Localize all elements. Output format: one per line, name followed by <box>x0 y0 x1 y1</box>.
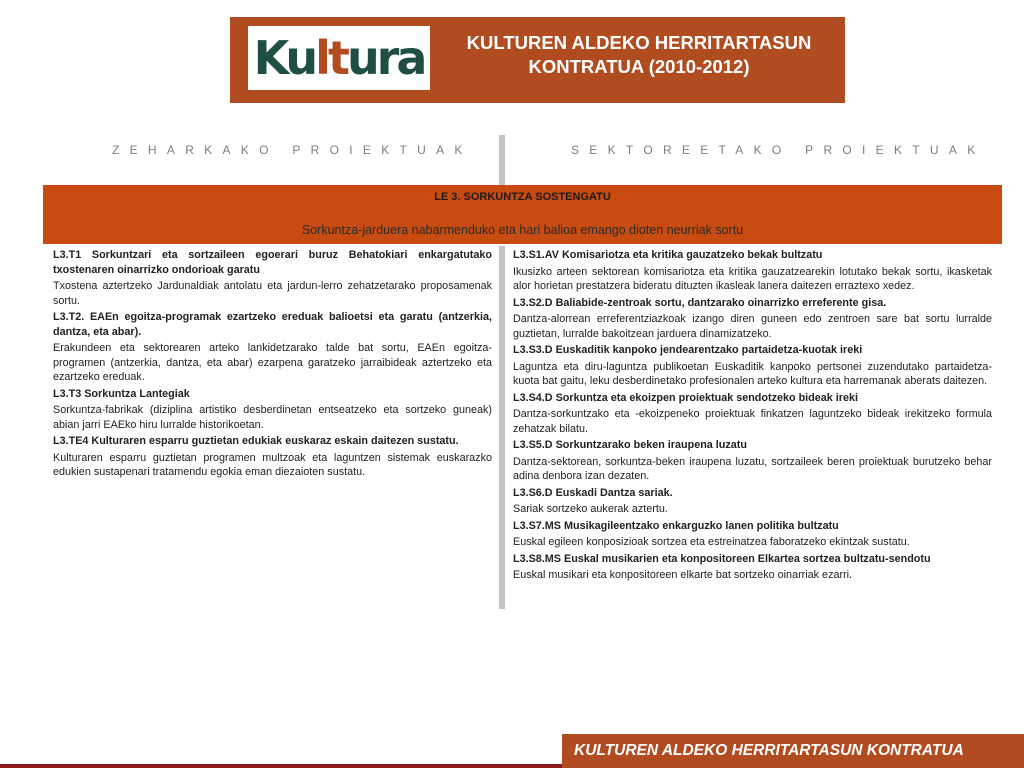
cross-projects-column <box>53 248 492 482</box>
title-line-1: KULTUREN ALDEKO HERRITARTASUN <box>466 32 812 53</box>
project-heading: L3.T1 Sorkuntzari eta sortzaileen egoerari buruz Behatokiari enkargatutako txostenaren oinarrizko ondorioak garatu <box>53 249 492 276</box>
project-heading: L3.S2.D Baliabide-zentroak sortu, dantzarako oinarrizko erreferente gisa. <box>513 296 887 309</box>
footer-banner: KULTUREN ALDEKO HERRITARTASUN KONTRATUA <box>562 734 1024 768</box>
project-description: Txostena aztertzeko Jardunaldiak antolatu eta jardun-lerro zehatzetarako proposamenak sortu. <box>53 280 492 307</box>
project-description: Dantza-alorrean erreferentziazkoak izango diren guneen edo zentroen sare bat sortu lurralde guztietan, lurralde bakoitzean jarduera dinamizatzeko. <box>513 313 992 340</box>
project-heading: L3.S3.D Euskaditik kanpoko jendearentzako partaidetza-kuotak ireki <box>513 344 863 356</box>
cross-projects-heading: ZEHARKAKO PROIEKTUAK <box>112 143 473 157</box>
project-heading: L3.T2. EAEn egoitza-programak ezartzeko ereduak balioetsi eta garatu (antzerkia, dantza, eta abar). <box>53 311 492 338</box>
header-banner <box>230 17 845 103</box>
project-description: Dantza-sorkuntzako eta -ekoizpeneko proiektuak finkatzen laguntzeko bideak irekitzeko formula zehatzak bilatu. <box>513 408 992 435</box>
column-divider <box>499 246 505 609</box>
title-line-2: KONTRATUA (2010-2012) <box>528 56 750 77</box>
project-heading: L3.S1.AV Komisariotza eta kritika gauzatzeko bekak bultzatu <box>513 249 823 261</box>
logo-wordmark: Kultura <box>253 31 425 85</box>
project-heading: L3.TE4 Kulturaren esparru guztietan edukiak euskaraz eskain daitezen sustatu. <box>53 435 459 447</box>
project-heading: L3.S5.D Sorkuntzarako beken iraupena luzatu <box>513 439 747 451</box>
project-description: Sorkuntza-fabrikak (diziplina artistiko desberdinetan entseatzeko eta sortzeko guneak) abian jarri EAEko hiru lurralde historikoetan. <box>53 404 492 431</box>
strategic-line-subtitle: Sorkuntza-jarduera nabarmenduko eta hari balioa emango dioten neurriak sortu <box>301 223 744 237</box>
project-heading: L3.S6.D Euskadi Dantza sariak. <box>513 486 673 499</box>
project-description: Sariak sortzeko aukerak aztertu. <box>513 503 668 515</box>
project-description: Euskal musikari eta konpositoreen elkarte bat sortzeko oinarriak ezarri. <box>513 569 853 581</box>
strategic-line-title: LE 3. SORKUNTZA SOSTENGATU <box>434 191 611 203</box>
project-description: Laguntza eta diru-laguntza publikoetan Euskaditik kanpoko pertsonei zuzendutako partaidetza-kuota bat gaitu, leku desberdinetako profesionalen arteko kultura eta harremanak aberats daitezen. <box>513 360 992 387</box>
project-heading: L3.T3 Sorkuntza Lantegiak <box>53 387 190 400</box>
sector-projects-heading: SEKTOREETAKO PROIEKTUAK <box>571 143 986 157</box>
page-title <box>444 31 834 79</box>
project-description: Dantza-sektorean, sorkuntza-beken iraupena luzatu, sortzaileek beren proiektuak burutzeko behar adina denbora izan dezaten. <box>513 455 992 482</box>
project-description: Euskal egileen konposizioak sortzea eta estreinatzea faboratzeko ekintzak sustatu. <box>513 536 910 548</box>
kultura-logo <box>248 26 430 90</box>
project-heading: L3.S4.D Sorkuntza eta ekoizpen proiektuak sendotzeko bideak ireki <box>513 391 859 404</box>
project-heading: L3.S8.MS Euskal musikarien eta konpositoreen Elkartea sortzea bultzatu-sendotu <box>513 552 931 565</box>
project-description: Erakundeen eta sektorearen arteko lankidetzarako talde bat sortu, EAEn egoitza-programen (antzerkia, dantza, eta abar) ezarpena garatzeko jarraibideak aztertzeko eta ezartzeko ereduak. <box>53 342 492 383</box>
strategic-line-band <box>43 185 1002 244</box>
project-heading: L3.S7.MS Musikagileentzako enkarguzko lanen politika bultzatu <box>513 519 839 532</box>
project-description: Kulturaren esparru guztietan programen multzoak eta laguntzen sistemak euskarazko edukien sustapenari tratamendu egokia eman diezaioten sustatu. <box>53 451 492 478</box>
heading-divider <box>499 135 505 185</box>
project-description: Ikusizko arteen sektorean komisariotza eta kritika gauzatzearekin lotutako bekak sortu, ikasketak alor horietan prestatzera bideratu dituzten ikasleak lanera daitezen erraztexo xedez. <box>513 265 992 292</box>
sector-projects-column <box>513 248 992 585</box>
